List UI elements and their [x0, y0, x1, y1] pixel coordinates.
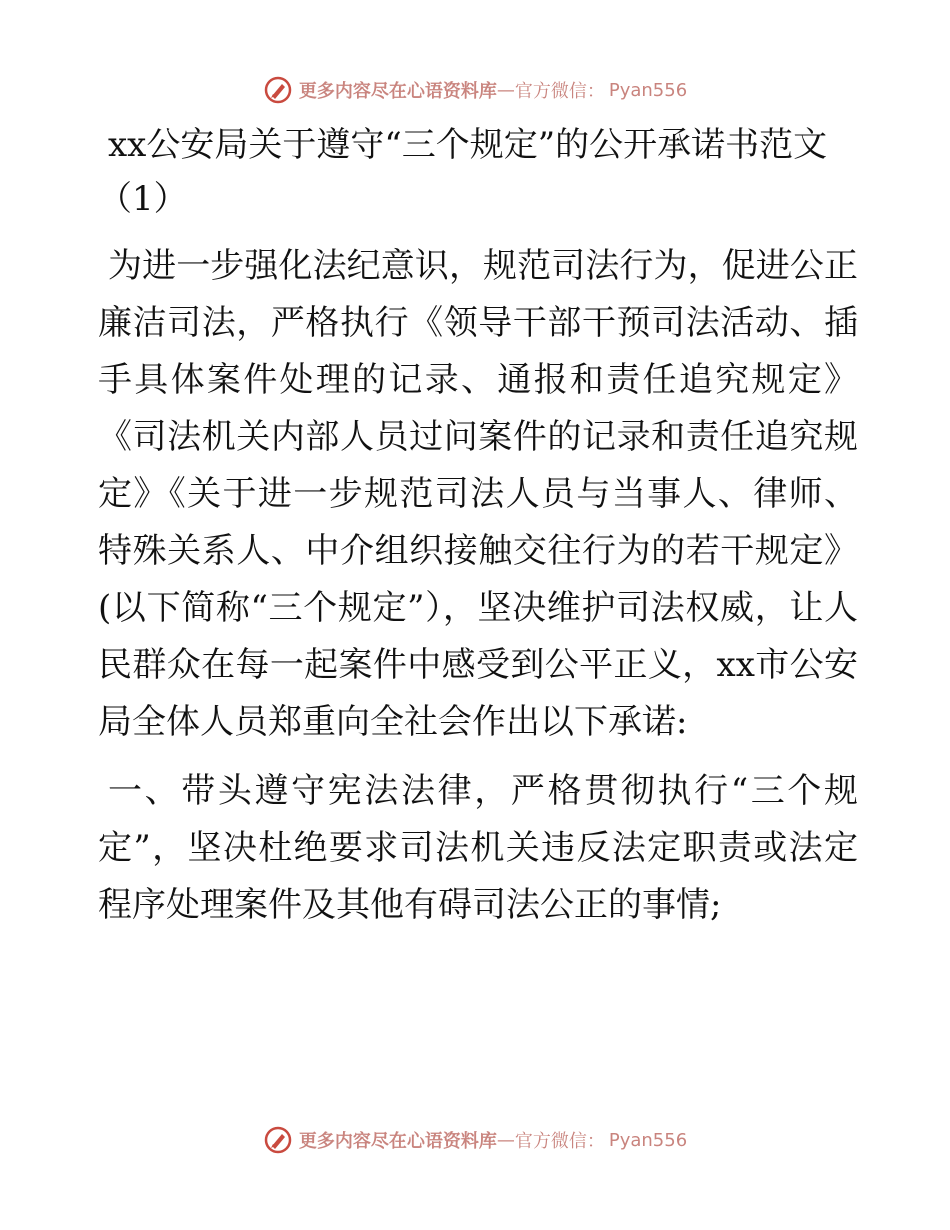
watermark-separator: ：: [586, 81, 605, 102]
paragraph-commitment-1: 一、带头遵守宪法法律，严格贯彻执行“三个规定”，坚决杜绝要求司法机关违反法定职责或法定程序处理案件及其他有碍司法公正的事情;: [98, 771, 858, 925]
pen-logo-icon: [263, 75, 293, 105]
paragraph-intro: 为进一步强化法纪意识，规范司法行为，促进公正廉洁司法，严格执行《领导干部干预司法活动、插手具体案件处理的记录、通报和责任追究规定》《司法机关内部人员过问案件的记录和责任追究规定》《关于进一步规范司法人员与当事人、律师、特殊关系人、中介组织接触交往行为的若干规定》(以下简称“三个规定”），坚决维护司法权威，让人民群众在每一起案件中感受到公平正义，xx市公安局全体人员郑重向全社会作出以下承诺:: [98, 246, 858, 742]
document-body: [98, 118, 858, 934]
watermark-label: 官方微信: [514, 1131, 587, 1152]
footer-watermark: [0, 1120, 950, 1160]
watermark-prefix: 更多内容尽在心语资料库: [298, 1131, 497, 1152]
watermark-wechat-id: Pyan556: [608, 1129, 688, 1151]
watermark-separator: ：: [586, 1131, 605, 1152]
watermark-wechat-id: Pyan556: [608, 79, 688, 101]
watermark-label: 官方微信: [514, 81, 587, 102]
watermark-prefix: 更多内容尽在心语资料库: [298, 81, 497, 102]
pen-logo-icon: [263, 1125, 293, 1155]
document-title: xx公安局关于遵守“三个规定”的公开承诺书范文（1）: [98, 125, 828, 219]
watermark-dash: —: [496, 1129, 515, 1151]
watermark-dash: —: [496, 79, 515, 101]
header-watermark: [0, 70, 950, 110]
